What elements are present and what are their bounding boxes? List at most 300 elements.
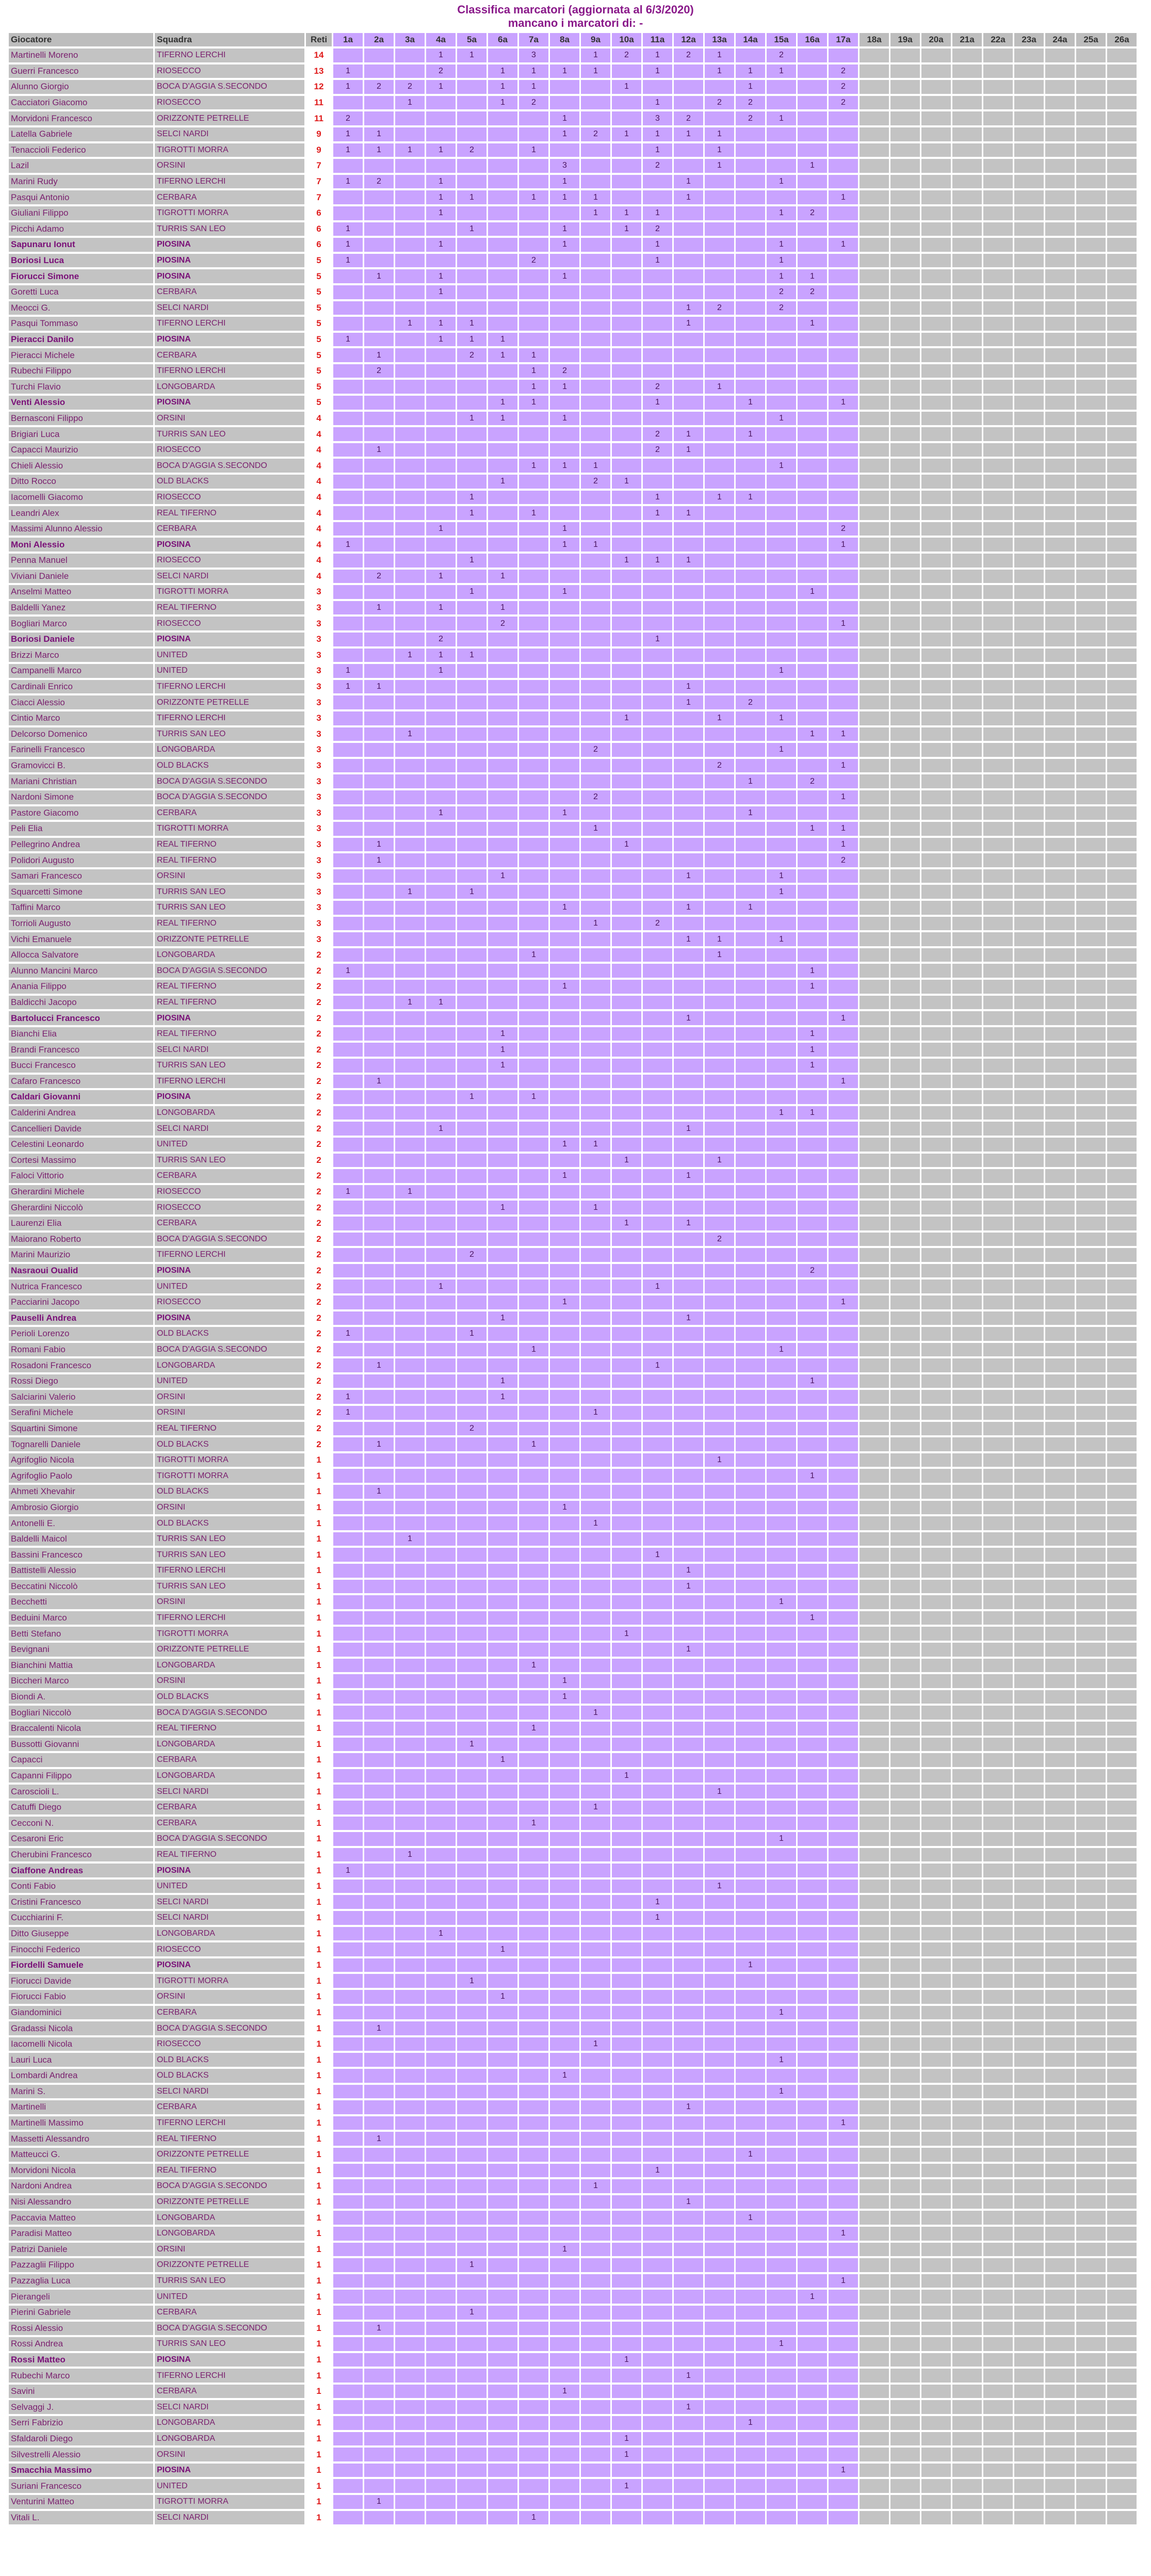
round-goals-cell — [550, 143, 579, 157]
round-goals-cell — [457, 1659, 487, 1673]
round-goals-cell — [643, 175, 672, 189]
round-goals-cell — [395, 190, 425, 204]
round-goals-cell — [643, 1122, 672, 1136]
table-row — [9, 649, 1137, 662]
round-goals-cell — [829, 1848, 858, 1862]
round-goals-cell: 1 — [426, 206, 456, 220]
round-goals-cell — [1045, 901, 1075, 915]
round-goals-cell — [767, 1927, 796, 1941]
round-goals-cell — [488, 1643, 517, 1657]
round-goals-cell — [983, 1516, 1013, 1530]
round-goals-cell — [983, 759, 1013, 773]
round-goals-cell — [581, 396, 610, 410]
round-goals-cell — [798, 1090, 827, 1104]
round-goals-cell — [519, 2479, 548, 2493]
round-goals-cell — [488, 2448, 517, 2461]
round-goals-cell — [890, 364, 920, 378]
round-goals-cell: 1 — [829, 190, 858, 204]
round-goals-cell — [426, 1785, 456, 1799]
round-goals-cell — [829, 1343, 858, 1357]
round-goals-cell — [612, 1785, 641, 1799]
round-goals-cell: 1 — [426, 1122, 456, 1136]
player-name: Marini Maurizio — [9, 1248, 153, 1262]
round-goals-cell — [1076, 727, 1106, 741]
team-name: OLD BLACKS — [155, 2069, 304, 2083]
round-goals-cell — [860, 570, 889, 584]
round-goals-cell — [890, 885, 920, 899]
round-goals-cell — [364, 1233, 394, 1246]
round-goals-cell — [1045, 869, 1075, 883]
round-goals-cell — [395, 633, 425, 646]
round-goals-cell — [736, 48, 765, 62]
round-goals-cell: 1 — [767, 412, 796, 426]
round-goals-cell — [612, 585, 641, 599]
round-goals-cell — [860, 2274, 889, 2288]
round-goals-cell — [798, 222, 827, 236]
round-goals-cell — [457, 617, 487, 630]
player-name: Rossi Alessio — [9, 2322, 153, 2336]
round-goals-cell — [983, 1248, 1013, 1262]
player-name: Paradisi Matteo — [9, 2227, 153, 2241]
team-name: ORIZZONTE PETRELLE — [155, 932, 304, 946]
round-goals-cell — [364, 285, 394, 299]
round-goals-cell — [798, 1358, 827, 1372]
player-name: Nasraoui Oualid — [9, 1264, 153, 1278]
round-goals-cell — [395, 2132, 425, 2146]
round-goals-cell — [1076, 2448, 1106, 2461]
round-goals-cell — [1076, 1248, 1106, 1262]
round-goals-cell — [1107, 917, 1137, 931]
round-goals-cell — [890, 2116, 920, 2130]
round-goals-cell — [921, 96, 951, 110]
round-goals-cell — [705, 175, 734, 189]
round-goals-cell: 2 — [612, 48, 641, 62]
round-goals-cell — [705, 190, 734, 204]
round-goals-cell — [890, 1138, 920, 1152]
round-goals-cell — [1076, 1138, 1106, 1152]
round-goals-cell — [829, 2211, 858, 2225]
round-goals-cell: 1 — [333, 1406, 363, 1420]
player-name: Polidori Augusto — [9, 853, 153, 867]
round-goals-cell — [364, 1942, 394, 1956]
round-goals-cell — [674, 2132, 703, 2146]
round-goals-cell — [890, 48, 920, 62]
round-goals-cell — [612, 96, 641, 110]
team-name: BOCA D'AGGIA S.SECONDO — [155, 774, 304, 788]
round-goals-cell — [364, 2432, 394, 2446]
round-goals-cell — [1045, 1437, 1075, 1451]
round-goals-cell — [1076, 1942, 1106, 1956]
round-goals-cell — [829, 1580, 858, 1594]
round-goals-cell: 2 — [674, 48, 703, 62]
round-goals-cell — [488, 1295, 517, 1309]
round-goals-cell — [550, 1406, 579, 1420]
table-row — [9, 1501, 1137, 1515]
round-goals-cell — [457, 1817, 487, 1830]
round-goals-cell — [921, 1169, 951, 1183]
team-name: LONGOBARDA — [155, 1659, 304, 1673]
round-goals-cell — [1014, 190, 1044, 204]
round-goals-cell — [890, 2400, 920, 2414]
round-goals-cell — [921, 885, 951, 899]
round-goals-cell — [921, 2085, 951, 2099]
round-goals-cell — [1045, 64, 1075, 78]
round-goals-cell — [643, 2211, 672, 2225]
round-goals-cell — [860, 1059, 889, 1073]
round-goals-cell — [550, 80, 579, 94]
round-goals-cell — [1107, 1422, 1137, 1436]
player-name: Bassini Francesco — [9, 1548, 153, 1562]
round-goals-cell — [705, 333, 734, 347]
round-goals-cell — [921, 333, 951, 347]
round-goals-cell — [426, 1090, 456, 1104]
round-goals-cell — [860, 2416, 889, 2430]
round-goals-cell — [457, 522, 487, 536]
round-goals-cell: 1 — [705, 143, 734, 157]
round-goals-cell — [550, 1043, 579, 1057]
round-goals-cell — [952, 2416, 982, 2430]
round-goals-cell — [333, 1075, 363, 1089]
round-goals-cell — [457, 1548, 487, 1562]
round-goals-cell — [550, 1217, 579, 1230]
table-row — [9, 806, 1137, 820]
round-goals-cell — [952, 2400, 982, 2414]
round-goals-cell — [519, 2274, 548, 2288]
round-goals-cell — [333, 649, 363, 662]
round-goals-cell — [829, 2021, 858, 2035]
round-goals-cell — [829, 554, 858, 568]
round-goals-cell — [488, 1469, 517, 1483]
round-goals-cell — [1076, 522, 1106, 536]
round-goals-cell — [890, 2211, 920, 2225]
round-goals-cell — [643, 1832, 672, 1846]
round-goals-cell — [767, 2400, 796, 2414]
round-goals-cell: 1 — [519, 1343, 548, 1357]
round-goals-cell — [1045, 475, 1075, 489]
round-goals-cell — [364, 1785, 394, 1799]
page-header — [0, 0, 1151, 30]
round-goals-cell — [1076, 412, 1106, 426]
round-goals-cell — [921, 2037, 951, 2051]
round-goals-cell — [767, 538, 796, 552]
round-goals-cell — [767, 2195, 796, 2209]
goals-total: 2 — [306, 1138, 332, 1152]
team-name: CERBARA — [155, 1801, 304, 1814]
team-name: TIFERNO LERCHI — [155, 364, 304, 378]
round-goals-cell — [921, 774, 951, 788]
round-goals-cell — [736, 127, 765, 141]
round-goals-cell — [612, 664, 641, 678]
round-goals-cell — [333, 2258, 363, 2272]
round-goals-cell — [952, 554, 982, 568]
round-goals-cell — [395, 1138, 425, 1152]
round-goals-cell — [612, 190, 641, 204]
table-row — [9, 2369, 1137, 2383]
round-goals-cell — [736, 2337, 765, 2351]
round-goals-cell: 1 — [333, 1390, 363, 1404]
goals-total: 2 — [306, 1059, 332, 1073]
round-goals-cell — [1107, 1358, 1137, 1372]
round-goals-cell — [921, 838, 951, 852]
round-goals-cell — [364, 1817, 394, 1830]
round-goals-cell — [860, 2511, 889, 2525]
round-goals-cell — [581, 2053, 610, 2067]
round-goals-cell — [364, 491, 394, 505]
round-goals-cell — [860, 822, 889, 836]
round-goals-cell — [952, 238, 982, 252]
round-goals-cell — [1045, 664, 1075, 678]
round-goals-cell — [1014, 1532, 1044, 1546]
round-goals-cell — [1014, 2195, 1044, 2209]
column-header-round: 18a — [860, 33, 889, 46]
round-goals-cell — [333, 1469, 363, 1483]
player-name: Capacci Maurizio — [9, 443, 153, 457]
round-goals-cell — [921, 2479, 951, 2493]
goals-total: 1 — [306, 1706, 332, 1720]
round-goals-cell: 2 — [457, 1248, 487, 1262]
round-goals-cell — [952, 1738, 982, 1752]
round-goals-cell: 2 — [829, 522, 858, 536]
round-goals-cell — [1107, 1279, 1137, 1293]
round-goals-cell: 1 — [488, 475, 517, 489]
round-goals-cell — [1107, 1580, 1137, 1594]
round-goals-cell — [890, 2511, 920, 2525]
round-goals-cell — [952, 1659, 982, 1673]
round-goals-cell — [643, 585, 672, 599]
round-goals-cell — [364, 1564, 394, 1578]
round-goals-cell — [643, 1138, 672, 1152]
round-goals-cell — [1107, 1532, 1137, 1546]
round-goals-cell: 1 — [426, 1279, 456, 1293]
round-goals-cell — [952, 1374, 982, 1388]
round-goals-cell — [983, 2416, 1013, 2430]
round-goals-cell — [1076, 1927, 1106, 1941]
round-goals-cell — [705, 790, 734, 804]
player-name: Capacci — [9, 1753, 153, 1767]
round-goals-cell — [550, 2511, 579, 2525]
round-goals-cell — [983, 980, 1013, 994]
round-goals-cell — [952, 2211, 982, 2225]
round-goals-cell — [612, 380, 641, 394]
round-goals-cell — [1045, 1516, 1075, 1530]
goals-total: 4 — [306, 427, 332, 441]
round-goals-cell — [767, 2479, 796, 2493]
round-goals-cell — [1076, 1485, 1106, 1499]
round-goals-cell — [860, 601, 889, 615]
round-goals-cell — [798, 790, 827, 804]
player-name: Massetti Alessandro — [9, 2132, 153, 2146]
round-goals-cell: 1 — [550, 380, 579, 394]
round-goals-cell — [983, 2037, 1013, 2051]
round-goals-cell — [1107, 2037, 1137, 2051]
round-goals-cell — [921, 1880, 951, 1893]
round-goals-cell — [767, 2227, 796, 2241]
round-goals-cell — [952, 1043, 982, 1057]
round-goals-cell — [829, 1769, 858, 1783]
round-goals-cell — [333, 2464, 363, 2477]
round-goals-cell: 1 — [643, 96, 672, 110]
round-goals-cell — [952, 348, 982, 362]
round-goals-cell — [767, 759, 796, 773]
round-goals-cell: 1 — [333, 238, 363, 252]
round-goals-cell — [890, 601, 920, 615]
team-name: LONGOBARDA — [155, 1927, 304, 1941]
team-name: RIOSECCO — [155, 1185, 304, 1199]
round-goals-cell — [426, 459, 456, 473]
round-goals-cell — [1107, 506, 1137, 520]
round-goals-cell — [1045, 695, 1075, 709]
round-goals-cell — [674, 159, 703, 173]
round-goals-cell — [983, 917, 1013, 931]
round-goals-cell — [519, 111, 548, 125]
round-goals-cell — [1045, 175, 1075, 189]
round-goals-cell — [488, 1233, 517, 1246]
round-goals-cell — [581, 2148, 610, 2162]
round-goals-cell — [457, 1564, 487, 1578]
round-goals-cell — [952, 743, 982, 757]
round-goals-cell — [1045, 1469, 1075, 1483]
round-goals-cell — [674, 2432, 703, 2446]
round-goals-cell — [674, 1138, 703, 1152]
round-goals-cell — [457, 1122, 487, 1136]
round-goals-cell — [519, 917, 548, 931]
round-goals-cell — [612, 1738, 641, 1752]
round-goals-cell — [736, 853, 765, 867]
round-goals-cell — [798, 2385, 827, 2399]
round-goals-cell — [952, 190, 982, 204]
round-goals-cell — [457, 1722, 487, 1736]
round-goals-cell: 1 — [674, 695, 703, 709]
round-goals-cell — [643, 538, 672, 552]
round-goals-cell — [829, 2164, 858, 2178]
player-name: Rosadoni Francesco — [9, 1358, 153, 1372]
round-goals-cell — [921, 2179, 951, 2193]
round-goals-cell — [1107, 1043, 1137, 1057]
round-goals-cell — [395, 1358, 425, 1372]
round-goals-cell — [1045, 853, 1075, 867]
round-goals-cell — [1045, 1595, 1075, 1609]
round-goals-cell — [581, 633, 610, 646]
round-goals-cell — [1014, 1090, 1044, 1104]
round-goals-cell — [364, 1611, 394, 1625]
round-goals-cell — [921, 348, 951, 362]
round-goals-cell — [983, 269, 1013, 283]
round-goals-cell — [952, 1516, 982, 1530]
goals-total: 2 — [306, 1327, 332, 1341]
round-goals-cell — [643, 1106, 672, 1120]
round-goals-cell — [643, 901, 672, 915]
player-name: Gherardini Niccolò — [9, 1201, 153, 1214]
round-goals-cell — [1076, 1169, 1106, 1183]
table-row — [9, 727, 1137, 741]
round-goals-cell — [860, 2227, 889, 2241]
round-goals-cell — [1107, 1769, 1137, 1783]
round-goals-cell — [798, 759, 827, 773]
round-goals-cell — [736, 1911, 765, 1925]
round-goals-cell — [395, 1864, 425, 1877]
round-goals-cell — [550, 1279, 579, 1293]
team-name: REAL TIFERNO — [155, 1848, 304, 1862]
round-goals-cell — [798, 1990, 827, 2004]
round-goals-cell — [921, 1753, 951, 1767]
round-goals-cell — [890, 917, 920, 931]
round-goals-cell — [488, 143, 517, 157]
round-goals-cell — [488, 491, 517, 505]
round-goals-cell — [457, 1138, 487, 1152]
round-goals-cell — [333, 570, 363, 584]
round-goals-cell — [921, 1390, 951, 1404]
round-goals-cell — [829, 1942, 858, 1956]
round-goals-cell — [890, 1974, 920, 1988]
round-goals-cell — [643, 1233, 672, 1246]
round-goals-cell — [736, 743, 765, 757]
team-name: LONGOBARDA — [155, 380, 304, 394]
round-goals-cell — [395, 1059, 425, 1073]
table-row — [9, 601, 1137, 615]
goals-total: 1 — [306, 2290, 332, 2304]
round-goals-cell — [829, 1279, 858, 1293]
round-goals-cell — [1076, 838, 1106, 852]
round-goals-cell — [983, 1817, 1013, 1830]
round-goals-cell: 1 — [550, 980, 579, 994]
round-goals-cell — [550, 2195, 579, 2209]
round-goals-cell — [581, 1059, 610, 1073]
round-goals-cell — [829, 680, 858, 694]
player-name: Serri Fabrizio — [9, 2416, 153, 2430]
round-goals-cell — [426, 853, 456, 867]
round-goals-cell — [921, 1532, 951, 1546]
round-goals-cell — [581, 2021, 610, 2035]
round-goals-cell: 1 — [612, 838, 641, 852]
round-goals-cell — [1045, 412, 1075, 426]
player-name: Baldicchi Jacopo — [9, 996, 153, 1010]
round-goals-cell — [643, 2274, 672, 2288]
round-goals-cell — [364, 1201, 394, 1214]
table-row — [9, 980, 1137, 994]
player-name: Faloci Vittorio — [9, 1169, 153, 1183]
round-goals-cell — [890, 1848, 920, 1862]
round-goals-cell — [395, 1627, 425, 1641]
round-goals-cell — [767, 2132, 796, 2146]
round-goals-cell — [1014, 2037, 1044, 2051]
round-goals-cell — [426, 1248, 456, 1262]
round-goals-cell — [983, 806, 1013, 820]
goals-total: 1 — [306, 2085, 332, 2099]
round-goals-cell — [643, 932, 672, 946]
round-goals-cell — [643, 2069, 672, 2083]
round-goals-cell — [860, 1248, 889, 1262]
round-goals-cell — [890, 1485, 920, 1499]
round-goals-cell — [952, 1264, 982, 1278]
round-goals-cell — [1107, 333, 1137, 347]
round-goals-cell — [921, 2148, 951, 2162]
round-goals-cell — [333, 1501, 363, 1515]
player-name: Guerri Francesco — [9, 64, 153, 78]
round-goals-cell — [550, 1595, 579, 1609]
round-goals-cell — [860, 2021, 889, 2035]
round-goals-cell — [488, 917, 517, 931]
player-name: Gradassi Nicola — [9, 2021, 153, 2035]
round-goals-cell — [457, 459, 487, 473]
round-goals-cell — [767, 1659, 796, 1673]
round-goals-cell — [983, 1643, 1013, 1657]
round-goals-cell — [1045, 2037, 1075, 2051]
round-goals-cell — [1014, 143, 1044, 157]
round-goals-cell — [767, 2448, 796, 2461]
table-row — [9, 711, 1137, 725]
round-goals-cell — [890, 1453, 920, 1467]
team-name: SELCI NARDI — [155, 1122, 304, 1136]
